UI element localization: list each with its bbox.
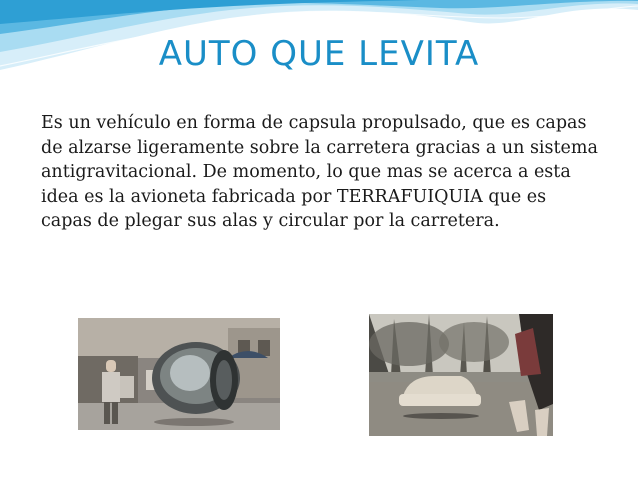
- hover-car-photo: [78, 318, 280, 430]
- slide-body-paragraph: Es un vehículo en forma de capsula propulsado, que es capas de alzarse ligeramente sobre la carretera gracias a un sistema antigravitacional. De momento, lo que mas se acerca a esta idea es la avioneta fabricada por TERRAFUIQUIA que es capas de plegar sus alas y circular por la carretera.: [41, 113, 598, 231]
- slide-title: AUTO QUE LEVITA: [158, 34, 480, 74]
- hovering-vintage-car-photo: [369, 314, 553, 436]
